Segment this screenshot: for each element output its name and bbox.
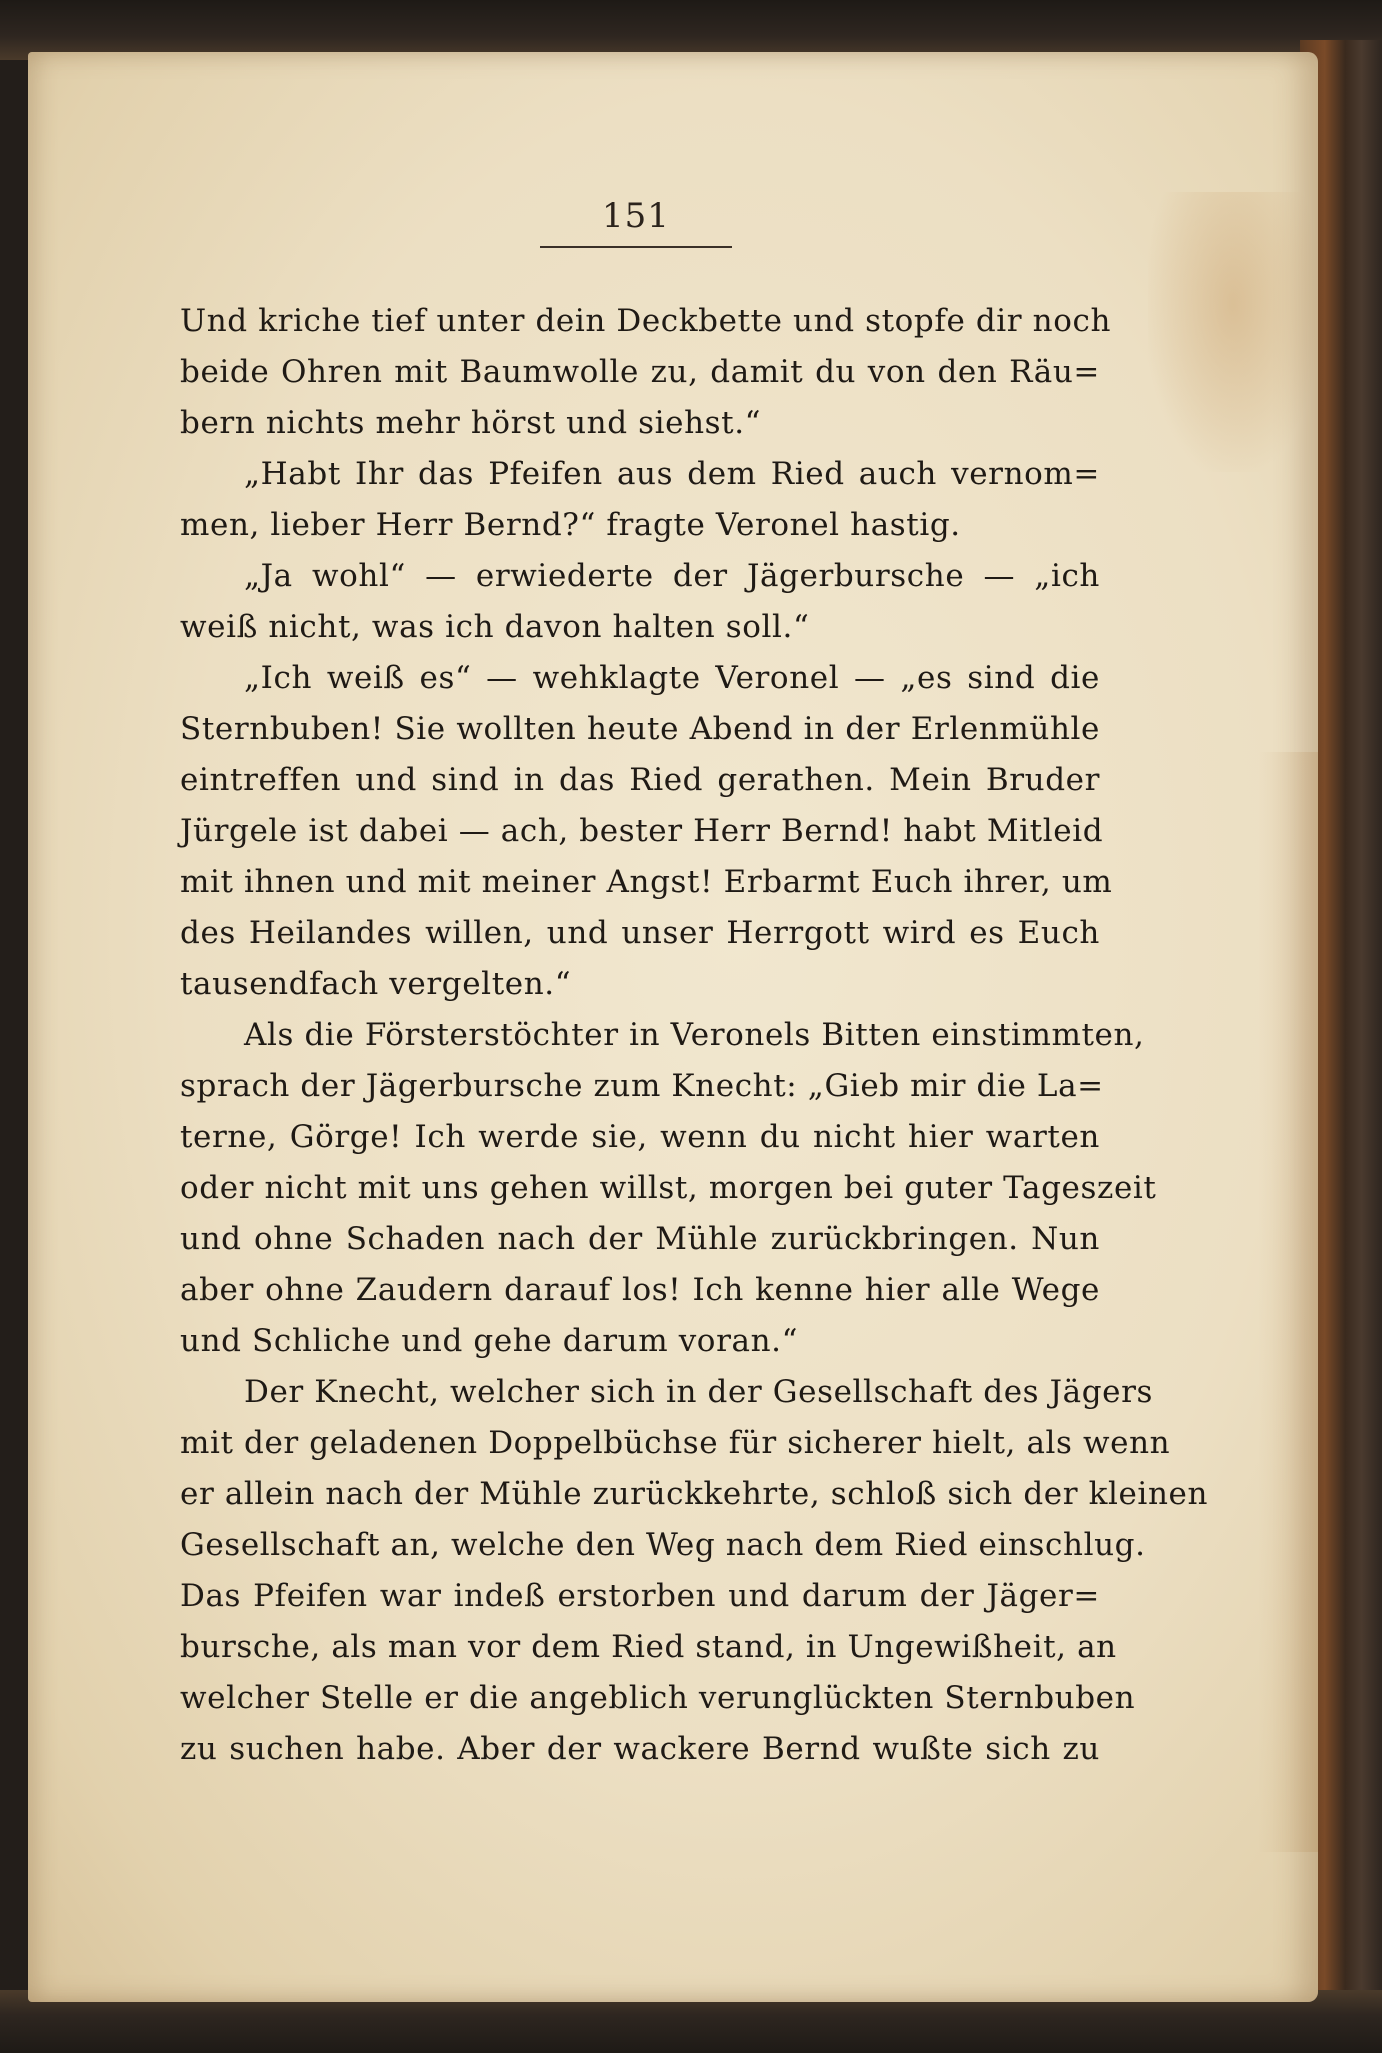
text-line: und Schliche und gehe darum voran.“ — [180, 1323, 799, 1359]
text-line: terne, Görge! Ich werde sie, wenn du nicht hier warten — [180, 1119, 1100, 1155]
book-edge-top — [0, 0, 1382, 60]
water-stain — [1148, 192, 1318, 472]
text-line: tausendfach vergelten.“ — [180, 966, 572, 1002]
text-line: Der Knecht, welcher sich in der Gesellschaft des Jägers — [244, 1374, 1154, 1410]
text-line: mit ihnen und mit meiner Angst! Erbarmt Euch ihrer, um — [180, 864, 1113, 900]
text-line: Jürgele ist dabei — ach, bester Herr Bernd! habt Mitleid — [180, 813, 1104, 849]
text-line: Das Pfeifen war indeß erstorben und darum der Jäger= — [180, 1578, 1100, 1614]
text-line: eintreffen und sind in das Ried gerathen. Mein Bruder — [180, 762, 1100, 798]
text-line: er allein nach der Mühle zurückkehrte, schloß sich der kleinen — [180, 1476, 1209, 1512]
text-line: beide Ohren mit Baumwolle zu, damit du von den Räu= — [180, 354, 1100, 390]
text-line: „Ja wohl“ — erwiederte der Jägerbursche — „ich — [244, 558, 1100, 594]
text-line: Sternbuben! Sie wollten heute Abend in der Erlenmühle — [180, 711, 1100, 747]
text-line: und ohne Schaden nach der Mühle zurückbringen. Nun — [180, 1221, 1100, 1257]
text-line: „Habt Ihr das Pfeifen aus dem Ried auch vernom= — [244, 456, 1100, 492]
text-line: men, lieber Herr Bernd?“ fragte Veronel hastig. — [180, 507, 961, 543]
page-number: 151 — [602, 196, 670, 236]
text-line: bern nichts mehr hörst und siehst.“ — [180, 405, 762, 441]
text-line: des Heilandes willen, und unser Herrgott wird es Euch — [180, 915, 1100, 951]
text-line: oder nicht mit uns gehen willst, morgen bei guter Tageszeit — [180, 1170, 1157, 1206]
text-line: bursche, als man vor dem Ried stand, in Ungewißheit, an — [180, 1629, 1117, 1665]
text-line: zu suchen habe. Aber der wackere Bernd wußte sich zu — [180, 1731, 1100, 1767]
body-text — [180, 296, 1209, 1775]
text-line: welcher Stelle er die angeblich verunglückten Sternbuben — [180, 1680, 1136, 1716]
text-line: Gesellschaft an, welche den Weg nach dem Ried einschlug. — [180, 1527, 1146, 1563]
text-line: aber ohne Zaudern darauf los! Ich kenne hier alle Wege — [180, 1272, 1100, 1308]
text-line: weiß nicht, was ich davon halten soll.“ — [180, 609, 810, 645]
text-line: Als die Försterstöchter in Veronels Bitten einstimmten, — [244, 1017, 1145, 1053]
text-line: mit der geladenen Doppelbüchse für sicherer hielt, als wenn — [180, 1425, 1171, 1461]
page-number-rule — [540, 246, 732, 248]
text-line: „Ich weiß es“ — wehklagte Veronel — „es sind die — [244, 660, 1100, 696]
edge-discoloration — [1258, 752, 1318, 1852]
text-line: sprach der Jägerbursche zum Knecht: „Gieb mir die La= — [180, 1068, 1104, 1104]
text-line: Und kriche tief unter dein Deckbette und stopfe dir noch — [180, 303, 1112, 339]
